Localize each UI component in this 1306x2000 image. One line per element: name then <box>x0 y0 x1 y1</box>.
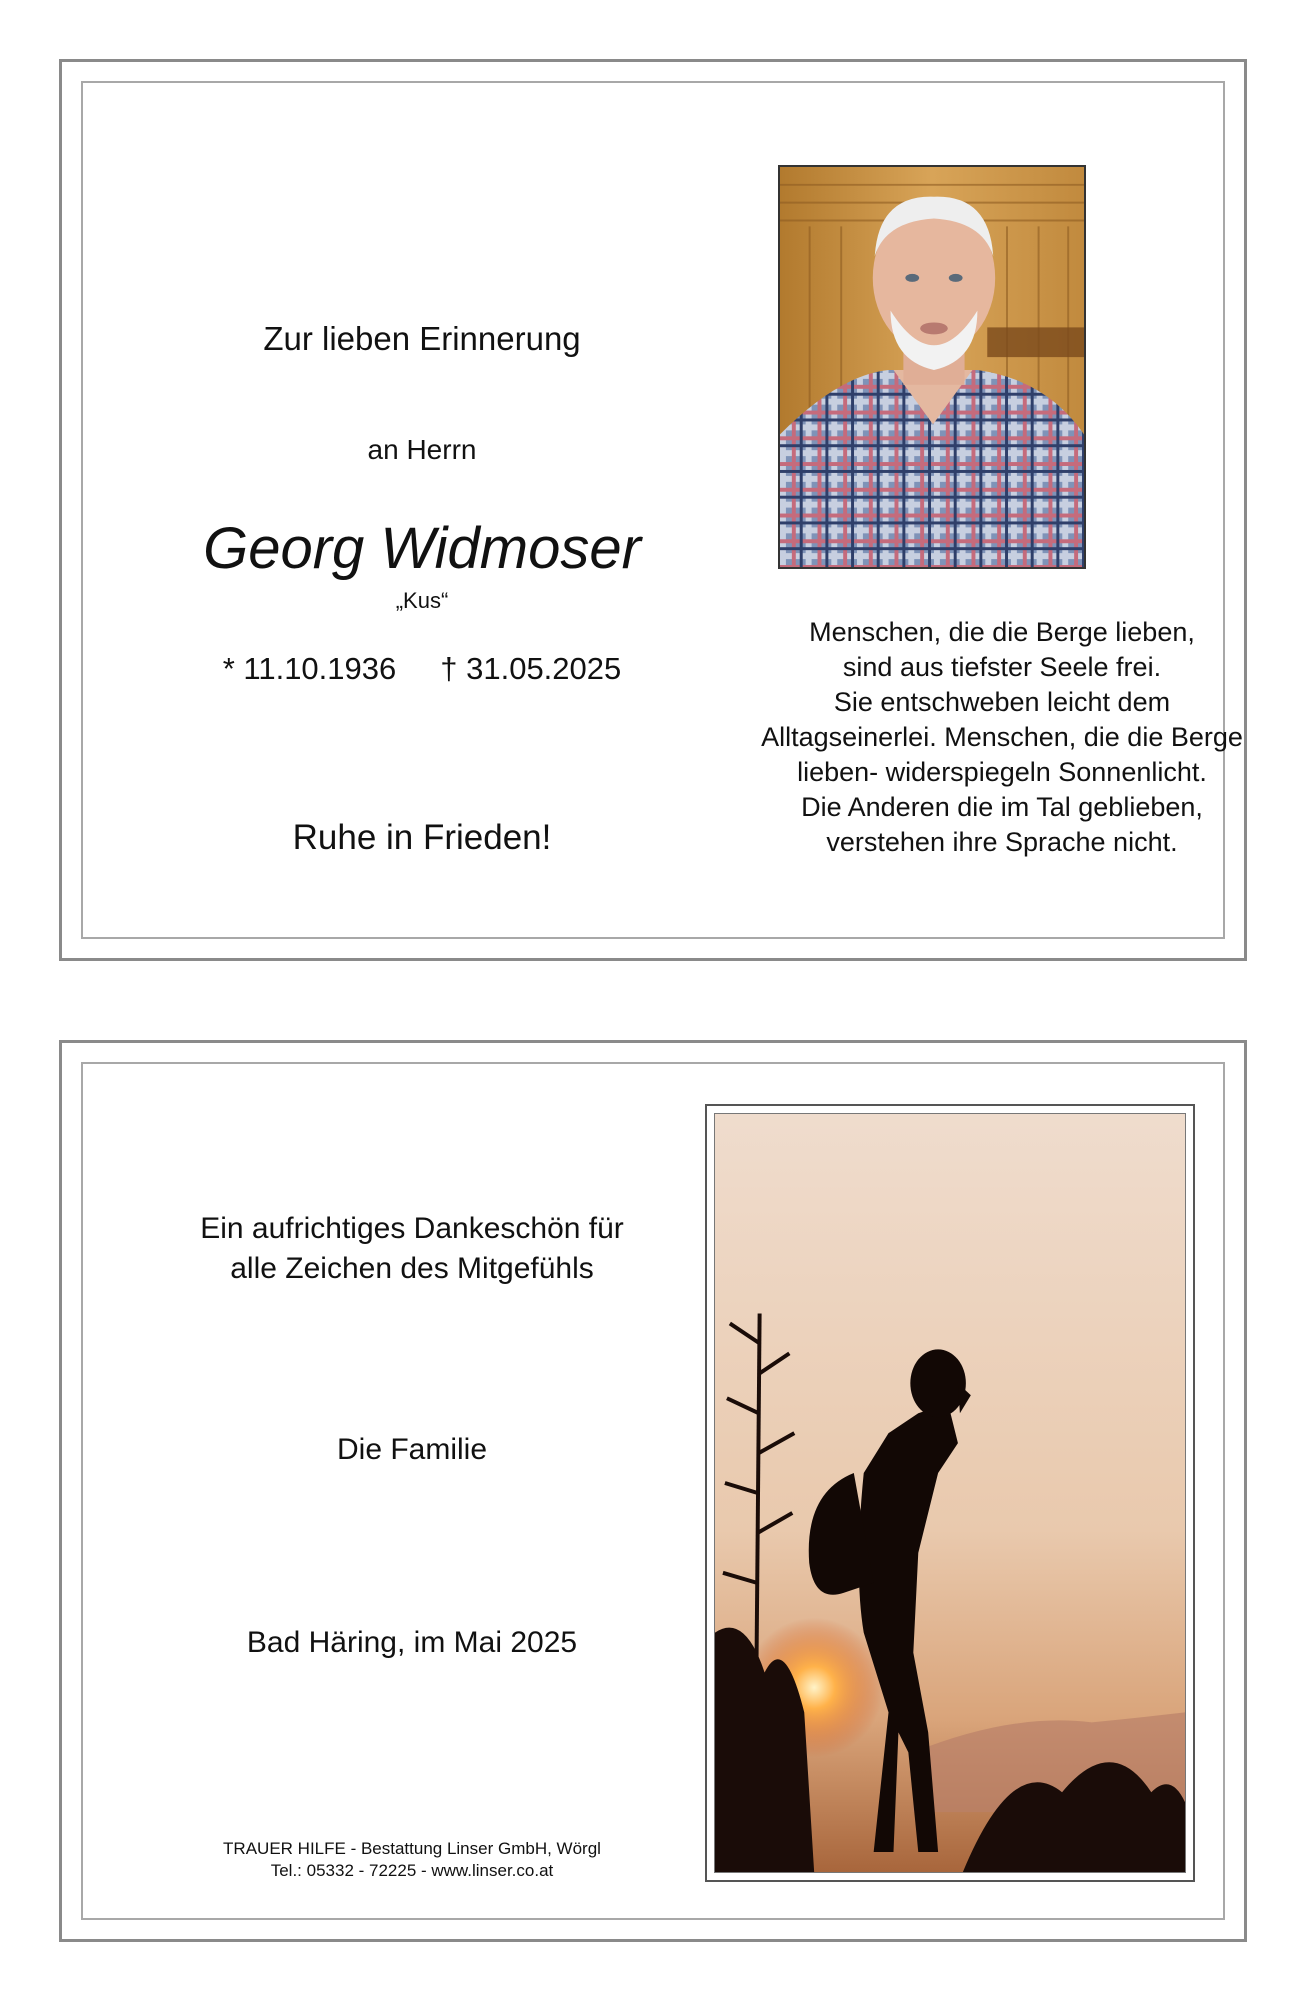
memorial-card-back <box>59 1040 1247 1942</box>
memorial-card-front <box>59 59 1247 961</box>
life-dates <box>102 651 742 687</box>
thanks-line: Ein aufrichtiges Dankeschön für <box>200 1212 624 1245</box>
family-signature: Die Familie <box>336 1433 488 1466</box>
poem-line: lieben- widerspiegeln Sonnenlicht. <box>797 757 1207 787</box>
thanks-message <box>102 1209 722 1289</box>
closing-words: Ruhe in Frieden! <box>292 818 552 857</box>
deceased-nickname: „Kus“ <box>395 588 449 613</box>
hiker-silhouette-photo <box>714 1113 1186 1873</box>
poem-line: sind aus tiefster Seele frei. <box>842 652 1162 682</box>
poem-line: verstehen ihre Sprache nicht. <box>826 827 1178 857</box>
poem-line: Menschen, die die Berge lieben, <box>809 617 1195 647</box>
poem-line: Sie entschweben leicht dem <box>833 687 1171 717</box>
thanks-line: alle Zeichen des Mitgefühls <box>230 1252 594 1285</box>
mountain-photo-frame <box>705 1104 1195 1882</box>
poem-line: Alltagseinerlei. Menschen, die die Berge <box>761 722 1243 752</box>
footer-company: TRAUER HILFE - Bestattung Linser GmbH, Wörgl <box>223 1839 601 1858</box>
funeral-home-footer <box>102 1838 722 1882</box>
poem <box>682 615 1306 860</box>
place-date: Bad Häring, im Mai 2025 <box>246 1626 578 1659</box>
deceased-name: Georg Widmoser <box>203 516 641 581</box>
footer-contact: Tel.: 05332 - 72225 - www.linser.co.at <box>270 1861 554 1880</box>
portrait-photo <box>778 165 1086 569</box>
poem-line: Die Anderen die im Tal geblieben, <box>801 792 1203 822</box>
birth-date: * 11.10.1936 <box>222 651 397 686</box>
salutation: an Herrn <box>367 434 477 465</box>
death-date: † 31.05.2025 <box>440 651 622 686</box>
intro-heading: Zur lieben Erinnerung <box>263 320 581 357</box>
